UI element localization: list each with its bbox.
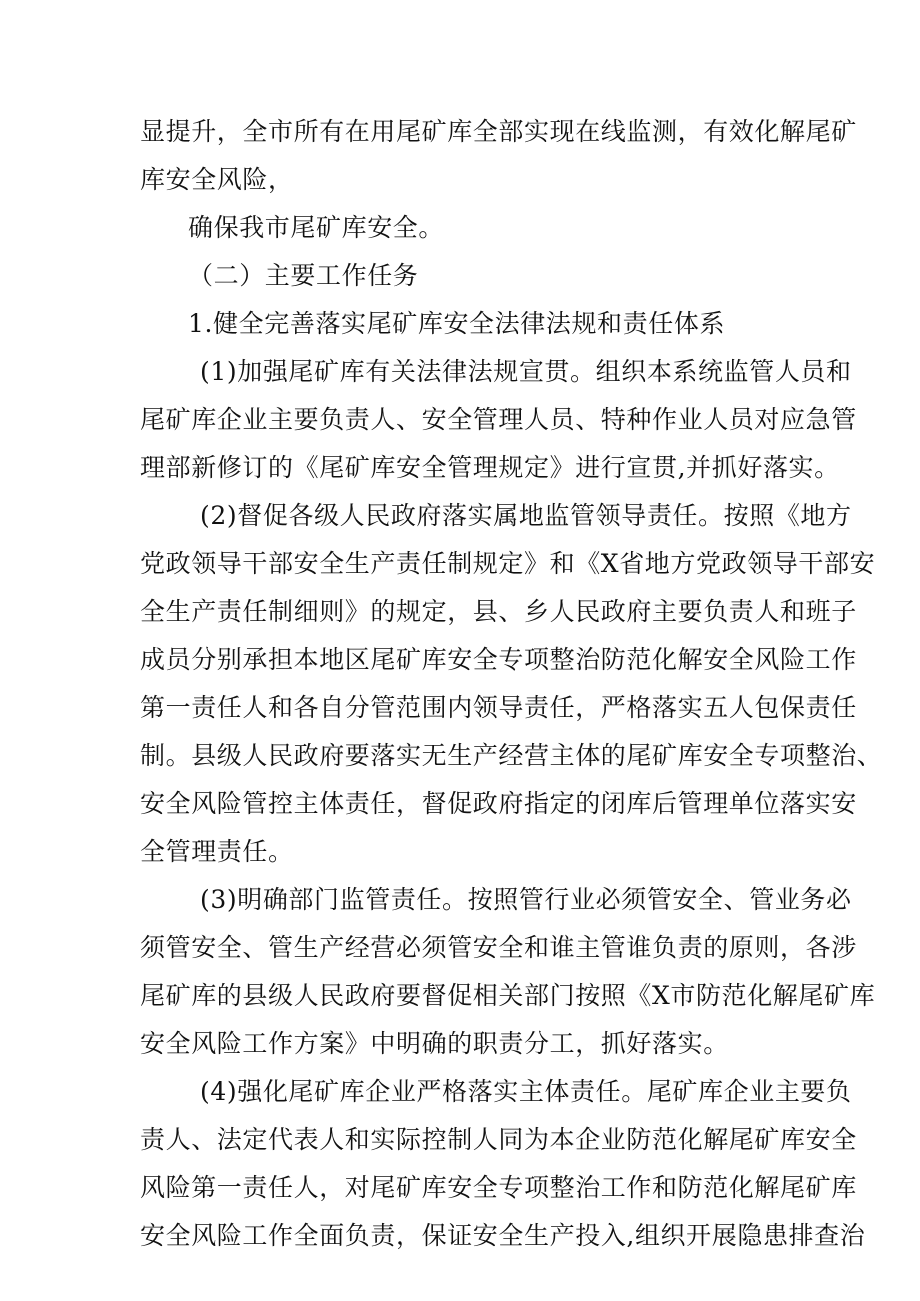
document-body: [140, 108, 883, 1260]
subsection-heading: 1.健全完善落实尾矿库安全法律法规和责任体系: [188, 309, 726, 338]
text-line: 安全风险工作方案》中明确的职责分工，抓好落实。: [140, 1029, 729, 1058]
text-line: 制。县级人民政府要落实无生产经营主体的尾矿库安全专项整治、: [140, 741, 883, 770]
text-line: 尾矿库企业主要负责人、安全管理人员、特种作业人员对应急管: [140, 405, 857, 434]
text-line: 显提升，全市所有在用尾矿库全部实现在线监测，有效化解尾矿: [140, 117, 857, 146]
text-line: 理部新修订的《尾矿库安全管理规定》进行宣贯,并抓好落实。: [140, 453, 840, 482]
text-line: 责人、法定代表人和实际控制人同为本企业防范化解尾矿库安全: [140, 1125, 857, 1154]
text-line: 安全风险管控主体责任，督促政府指定的闭库后管理单位落实安: [140, 789, 857, 818]
text-line: 第一责任人和各自分管范围内领导责任，严格落实五人包保责任: [140, 693, 857, 722]
text-line: 党政领导干部安全生产责任制规定》和《X省地方党政领导干部安: [140, 549, 876, 578]
text-line: 确保我市尾矿库安全。: [188, 213, 445, 242]
text-line: (3)明确部门监管责任。按照管行业必须管安全、管业务必: [200, 885, 852, 914]
section-heading: （二）主要工作任务: [188, 261, 419, 290]
text-line: 全管理责任。: [140, 837, 294, 866]
text-line: 尾矿库的县级人民政府要督促相关部门按照《X市防范化解尾矿库: [140, 981, 876, 1010]
text-line: (1)加强尾矿库有关法律法规宣贯。组织本系统监管人员和: [200, 357, 852, 386]
text-line: 全生产责任制细则》的规定，县、乡人民政府主要负责人和班子: [140, 597, 857, 626]
text-line: (4)强化尾矿库企业严格落实主体责任。尾矿库企业主要负: [200, 1077, 852, 1106]
text-line: (2)督促各级人民政府落实属地监管领导责任。按照《地方: [200, 501, 852, 530]
text-line: 成员分别承担本地区尾矿库安全专项整治防范化解安全风险工作: [140, 645, 857, 674]
text-line: 风险第一责任人，对尾矿库安全专项整治工作和防范化解尾矿库: [140, 1173, 857, 1202]
text-line: 安全风险工作全面负责，保证安全生产投入,组织开展隐患排查治: [140, 1221, 866, 1250]
text-line: 须管安全、管生产经营必须管安全和谁主管谁负责的原则，各涉: [140, 933, 857, 962]
text-line: 库安全风险，: [140, 165, 294, 194]
